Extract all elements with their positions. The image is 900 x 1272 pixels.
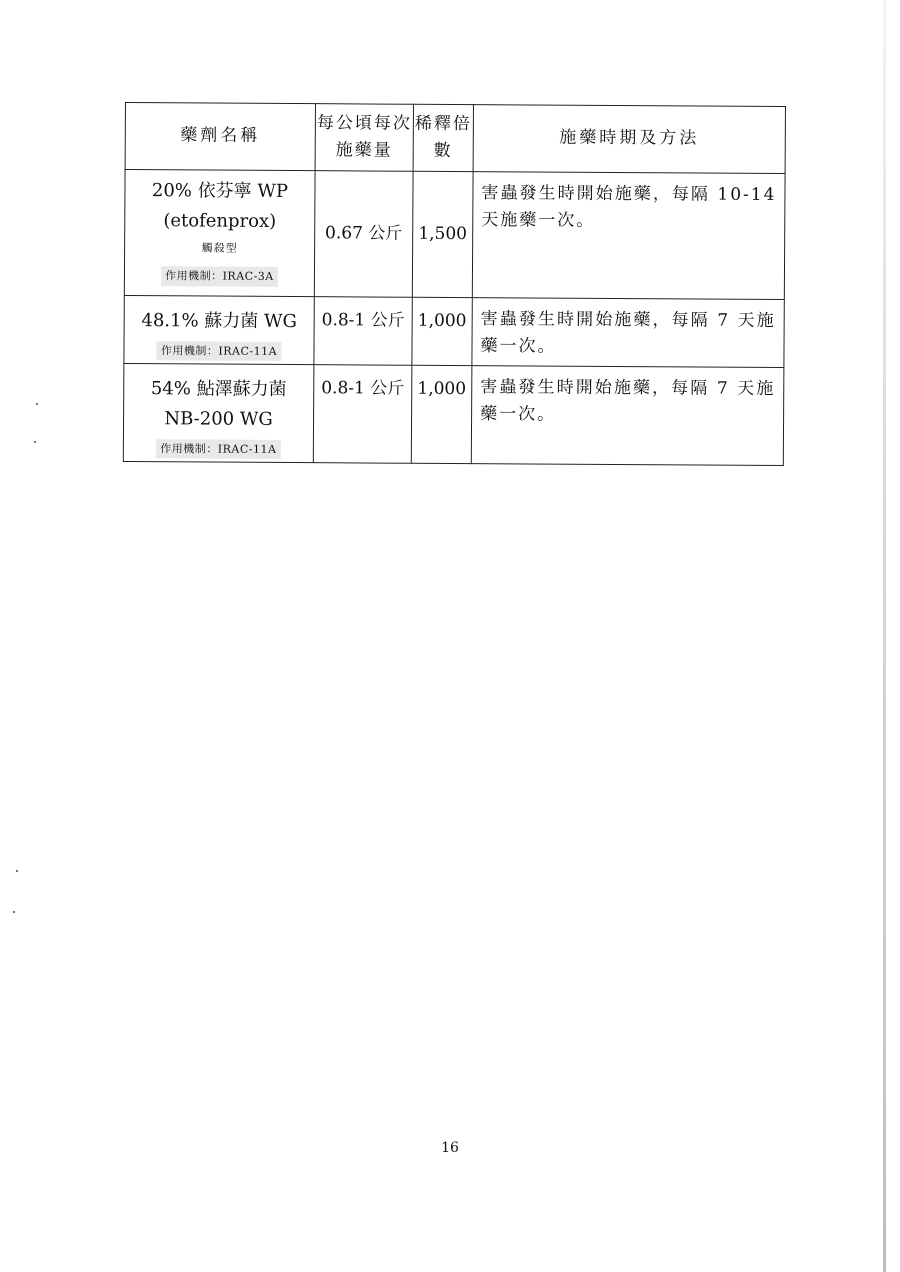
dilution-cell: 1,000 (411, 366, 472, 464)
mode-of-action: 作用機制：IRAC-11A (157, 341, 281, 361)
mode-of-action: 作用機制：IRAC-3A (161, 266, 278, 286)
pesticide-name-line: 48.1% 蘇力菌 WG (141, 310, 297, 333)
pesticide-name-line: NB-200 WG (164, 408, 273, 430)
header-dilution-factor: 稀釋倍數 (413, 104, 473, 171)
scan-speck (36, 403, 38, 405)
header-application-method: 施藥時期及方法 (473, 105, 785, 174)
rate-cell: 0.8-1 公斤 (314, 297, 412, 366)
table-header-row (125, 103, 785, 174)
table-row (124, 295, 784, 367)
pesticide-name-cell (124, 170, 315, 297)
pesticide-name-line: 20% 依芬寧 WP (151, 180, 289, 203)
pesticide-name-cell (123, 364, 314, 463)
dilution-cell: 1,000 (412, 297, 472, 366)
scan-speck (34, 441, 36, 443)
scan-speck (16, 870, 18, 872)
pesticide-name-line: 54% 鮎澤蘇力菌 (150, 378, 287, 401)
table-row (124, 170, 785, 300)
pesticide-name-line: (etofenprox) (163, 210, 277, 232)
pesticide-table (123, 102, 786, 466)
scan-speck (13, 911, 15, 913)
method-cell: 害蟲發生時開始施藥，每隔 7 天施藥一次。 (471, 366, 784, 466)
rate-cell: 0.67 公斤 (314, 171, 413, 298)
dilution-cell: 1,500 (412, 171, 473, 297)
rate-cell: 0.8-1 公斤 (313, 365, 412, 464)
header-rate-per-hectare: 每公頃每次施藥量 (315, 104, 413, 172)
page-number: 16 (441, 1140, 459, 1156)
pesticide-name-cell (124, 295, 314, 364)
header-pesticide-name: 藥劑名稱 (125, 103, 315, 171)
method-cell: 害蟲發生時開始施藥，每隔 10-14 天施藥一次。 (472, 172, 785, 300)
scan-edge-shadow (883, 0, 886, 1272)
pesticide-type: 觸殺型 (201, 241, 238, 255)
table-row (123, 364, 784, 466)
method-cell: 害蟲發生時開始施藥，每隔 7 天施藥一次。 (472, 298, 784, 368)
mode-of-action: 作用機制：IRAC-11A (156, 439, 280, 459)
